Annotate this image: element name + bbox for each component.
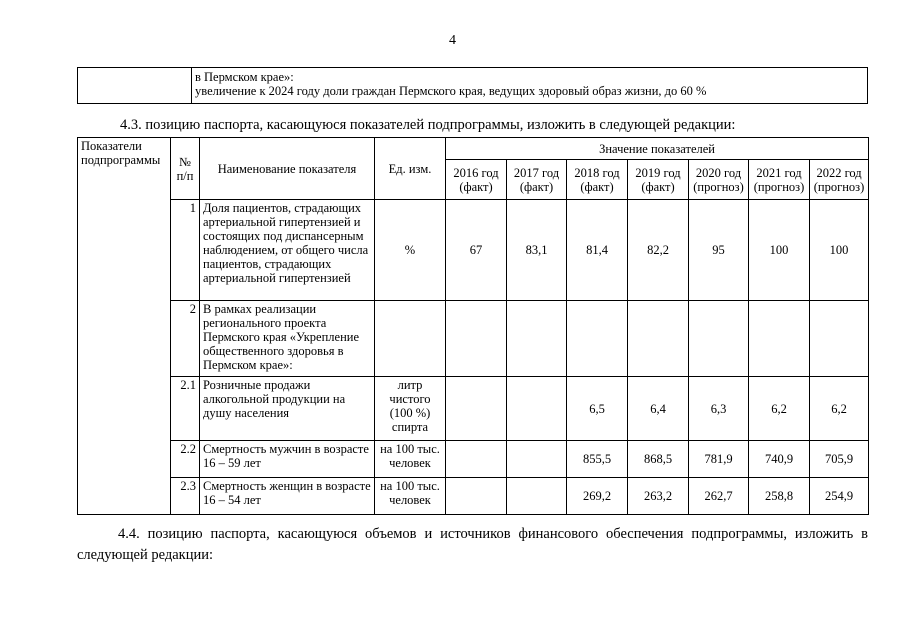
header-year-2022: 2022 год (прогноз) bbox=[810, 160, 869, 200]
row-value: 269,2 bbox=[567, 478, 628, 515]
row-unit: на 100 тыс. человек bbox=[375, 478, 446, 515]
row-value: 6,5 bbox=[567, 377, 628, 441]
row-value bbox=[507, 301, 567, 377]
row-value: 740,9 bbox=[749, 441, 810, 478]
row-num: 2 bbox=[171, 301, 200, 377]
header-year-2018: 2018 год (факт) bbox=[567, 160, 628, 200]
table-row bbox=[78, 301, 869, 377]
header-year-2019: 2019 год (факт) bbox=[628, 160, 689, 200]
row-value: 263,2 bbox=[628, 478, 689, 515]
row-unit: % bbox=[375, 200, 446, 301]
row-value bbox=[810, 301, 869, 377]
continuation-empty-cell bbox=[78, 68, 192, 104]
page-number: 4 bbox=[449, 33, 456, 48]
row-unit: литр чистого (100 %) спирта bbox=[375, 377, 446, 441]
row-num: 2.3 bbox=[171, 478, 200, 515]
row-name: Смертность мужчин в возрасте 16 – 59 лет bbox=[200, 441, 375, 478]
row-value bbox=[749, 301, 810, 377]
row-value bbox=[446, 478, 507, 515]
row-value: 6,3 bbox=[689, 377, 749, 441]
table-row bbox=[78, 377, 869, 441]
row-value: 258,8 bbox=[749, 478, 810, 515]
row-value bbox=[507, 441, 567, 478]
row-value: 100 bbox=[810, 200, 869, 301]
indicators-table bbox=[77, 137, 869, 515]
row-name: В рамках реализации регионального проекта Пермского края «Укрепление общественного здоровья в Пермском крае»: bbox=[200, 301, 375, 377]
row-value: 6,2 bbox=[810, 377, 869, 441]
row-value: 868,5 bbox=[628, 441, 689, 478]
continuation-text-cell bbox=[192, 68, 868, 104]
table-row bbox=[78, 200, 869, 301]
row-unit bbox=[375, 301, 446, 377]
header-indicators: Показатели подпрограммы bbox=[78, 138, 171, 515]
header-year-2017: 2017 год (факт) bbox=[507, 160, 567, 200]
row-name: Смертность женщин в возрасте 16 – 54 лет bbox=[200, 478, 375, 515]
row-value bbox=[567, 301, 628, 377]
row-num: 1 bbox=[171, 200, 200, 301]
section-heading-4-4: 4.4. позицию паспорта, касающуюся объемов и источников финансового обеспечения подпрограммы, изложить в следующей редакции: bbox=[77, 526, 868, 564]
section-heading-4-3: 4.3. позицию паспорта, касающуюся показателей подпрограммы, изложить в следующей редакции: bbox=[120, 117, 736, 133]
row-value: 705,9 bbox=[810, 441, 869, 478]
row-value: 254,9 bbox=[810, 478, 869, 515]
continuation-line-1: в Пермском крае»: bbox=[195, 70, 294, 84]
row-value bbox=[446, 441, 507, 478]
row-num: 2.1 bbox=[171, 377, 200, 441]
row-name: Доля пациентов, страдающих артериальной гипертензией и состоящих под диспансерным наблюдением, от общего числа пациентов, страдающих артериальной гипертензией bbox=[200, 200, 375, 301]
row-value: 95 bbox=[689, 200, 749, 301]
header-name: Наименование показателя bbox=[200, 138, 375, 200]
row-value bbox=[628, 301, 689, 377]
row-value: 262,7 bbox=[689, 478, 749, 515]
continuation-line-2: увеличение к 2024 году доли граждан Пермского края, ведущих здоровый образ жизни, до 60 % bbox=[195, 84, 707, 99]
row-value: 82,2 bbox=[628, 200, 689, 301]
header-year-2020: 2020 год (прогноз) bbox=[689, 160, 749, 200]
row-value bbox=[507, 377, 567, 441]
row-num: 2.2 bbox=[171, 441, 200, 478]
header-year-2021: 2021 год (прогноз) bbox=[749, 160, 810, 200]
table-row bbox=[78, 478, 869, 515]
row-value bbox=[689, 301, 749, 377]
header-num: № п/п bbox=[171, 138, 200, 200]
row-value bbox=[446, 377, 507, 441]
continuation-table bbox=[77, 67, 868, 104]
row-value bbox=[507, 478, 567, 515]
table-row bbox=[78, 441, 869, 478]
row-value: 83,1 bbox=[507, 200, 567, 301]
header-values: Значение показателей bbox=[446, 138, 869, 160]
header-year-2016: 2016 год (факт) bbox=[446, 160, 507, 200]
row-value: 781,9 bbox=[689, 441, 749, 478]
row-value: 67 bbox=[446, 200, 507, 301]
row-unit: на 100 тыс. человек bbox=[375, 441, 446, 478]
row-name: Розничные продажи алкогольной продукции на душу населения bbox=[200, 377, 375, 441]
row-value: 6,4 bbox=[628, 377, 689, 441]
header-unit: Ед. изм. bbox=[375, 138, 446, 200]
row-value: 6,2 bbox=[749, 377, 810, 441]
row-value: 81,4 bbox=[567, 200, 628, 301]
row-value: 100 bbox=[749, 200, 810, 301]
row-value bbox=[446, 301, 507, 377]
row-value: 855,5 bbox=[567, 441, 628, 478]
